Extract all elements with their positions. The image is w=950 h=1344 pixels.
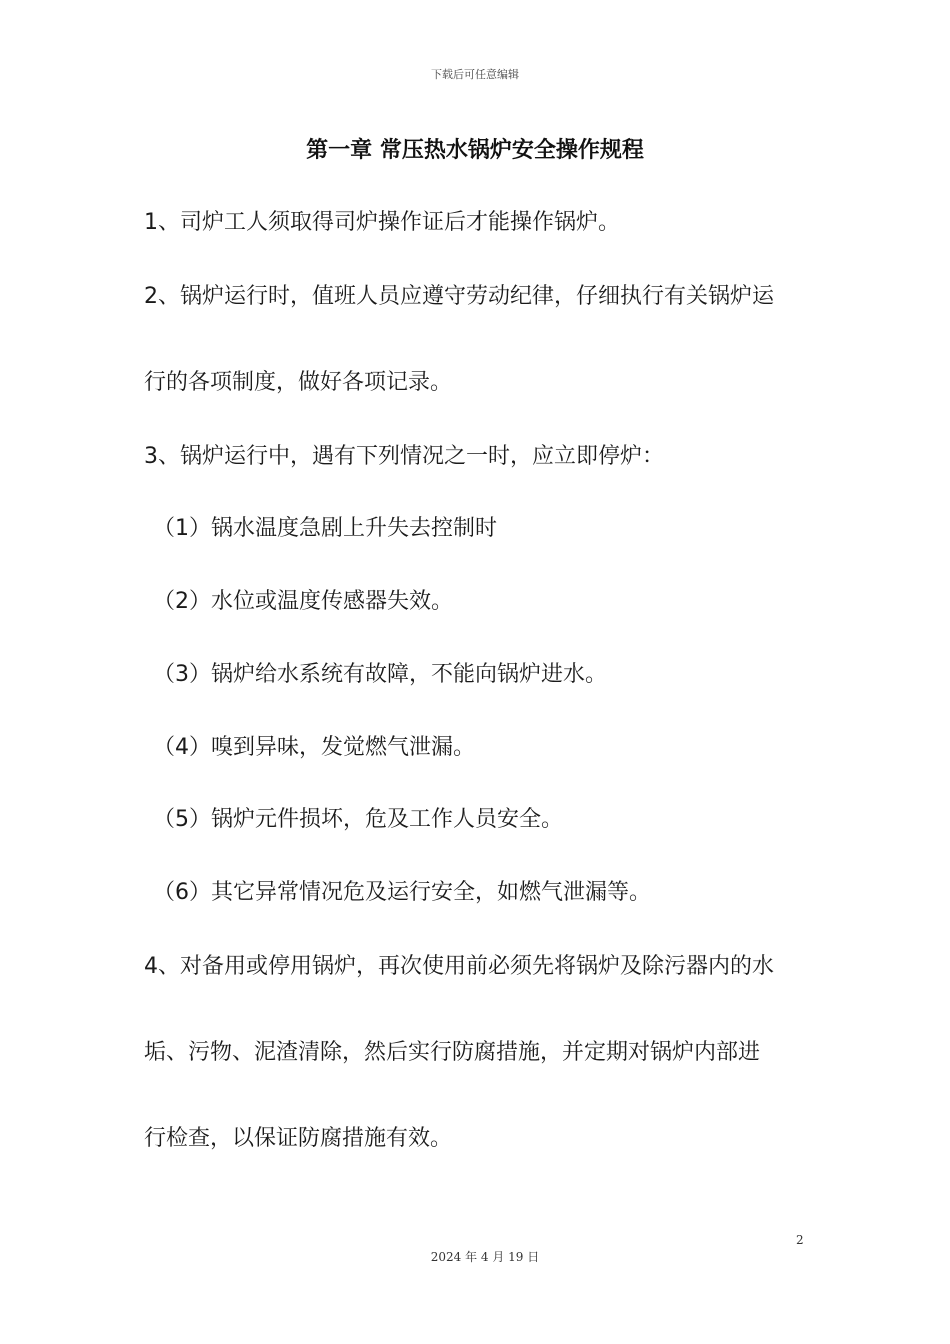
paragraph-line: 行的各项制度，做好各项记录。 bbox=[144, 370, 453, 395]
document-title: 第一章 常压热水锅炉安全操作规程 bbox=[306, 138, 644, 163]
paragraph-line: 2、锅炉运行时，值班人员应遵守劳动纪律，仔细执行有关锅炉运 bbox=[144, 284, 774, 309]
paragraph-line: 1、司炉工人须取得司炉操作证后才能操作锅炉。 bbox=[144, 210, 620, 235]
header-note: 下载后可任意编辑 bbox=[431, 68, 519, 81]
paragraph-line: 3、锅炉运行中，遇有下列情况之一时，应立即停炉： bbox=[144, 444, 664, 469]
list-item: （5）锅炉元件损坏，危及工作人员安全。 bbox=[153, 807, 563, 832]
paragraph-line: 4、对备用或停用锅炉，再次使用前必须先将锅炉及除污器内的水 bbox=[144, 954, 774, 979]
list-item: （1）锅水温度急剧上升失去控制时 bbox=[153, 516, 497, 541]
paragraph-line: 垢、污物、泥渣清除，然后实行防腐措施，并定期对锅炉内部进 bbox=[144, 1040, 761, 1065]
list-item: （3）锅炉给水系统有故障，不能向锅炉进水。 bbox=[153, 662, 607, 687]
list-item: （6）其它异常情况危及运行安全，如燃气泄漏等。 bbox=[153, 880, 651, 905]
page-number: 2 bbox=[796, 1233, 804, 1247]
list-item: （2）水位或温度传感器失效。 bbox=[153, 589, 453, 614]
footer-date: 2024 年 4 月 19 日 bbox=[430, 1250, 540, 1264]
paragraph-line: 行检查，以保证防腐措施有效。 bbox=[144, 1126, 453, 1151]
list-item: （4）嗅到异味，发觉燃气泄漏。 bbox=[153, 735, 475, 760]
